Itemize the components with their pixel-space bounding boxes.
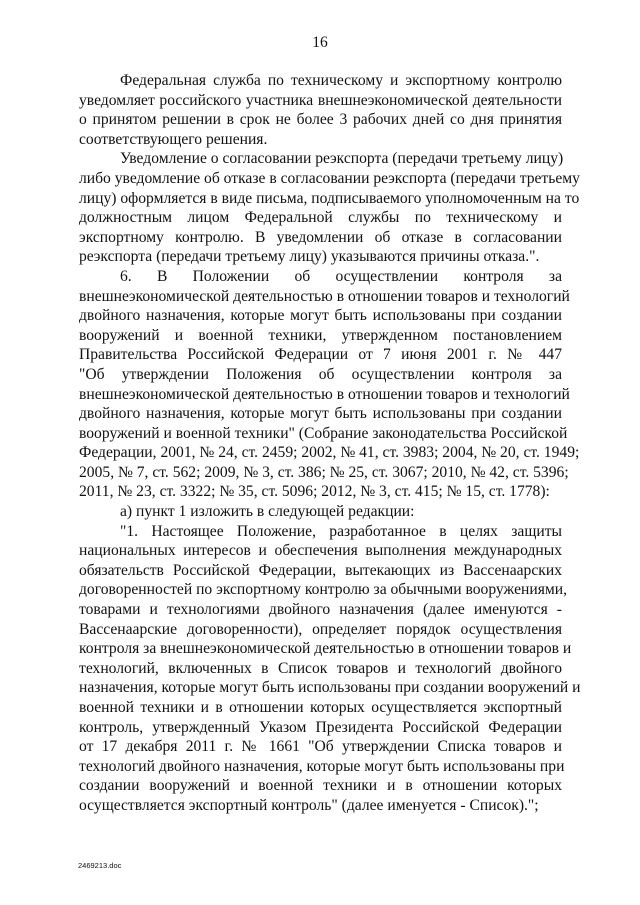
text-line: вооружений и военной техники" (Собрание законодательства Российской <box>79 424 568 442</box>
text-line: Федерации, 2001, № 24, ст. 2459; 2002, № 41, ст. 3983; 2004, № 20, ст. 1949; <box>79 444 580 462</box>
text-line: внешнеэкономической деятельностью в отношении товаров и технологий <box>79 287 570 305</box>
para-fstec-notification <box>79 71 562 149</box>
text-line: обязательств Российской Федерации, вытекающих из Вассенаарских <box>79 561 562 579</box>
text-line: либо уведомление об отказе в согласовании реэкспорта (передачи третьему <box>79 169 580 187</box>
para-item-6 <box>79 267 580 502</box>
para-subitem-a <box>79 502 562 522</box>
para-point-1-text <box>79 522 581 816</box>
document-body <box>79 71 581 816</box>
text-line: от 17 декабря 2011 г. № 1661 "Об утверждении Списка товаров и <box>79 738 562 756</box>
text-line: внешнеэкономической деятельностью в отношении товаров и технологий <box>79 385 570 403</box>
text-line: 6. В Положении об осуществлении контроля за <box>120 267 562 285</box>
text-line: двойного назначения, которые могут быть использованы при создании <box>79 307 562 325</box>
text-line: Федеральная служба по техническому и экспортному контролю <box>120 72 562 89</box>
para-reexport-notice <box>79 149 580 267</box>
text-line: лицу) оформляется в виде письма, подписываемого уполномоченным на то <box>79 189 580 207</box>
text-line: 2005, № 7, ст. 562; 2009, № 3, ст. 386; № 25, ст. 3067; 2010, № 42, ст. 5396; <box>79 463 569 481</box>
text-line: экспортному контролю. В уведомлении об отказе в согласовании <box>79 228 562 246</box>
text-line: о принятом решении в срок не более 3 рабочих дней со дня принятия <box>79 111 562 129</box>
text-line: Правительства Российской Федерации от 7 июня 2001 г. № 447 <box>79 346 562 364</box>
text-line: назначения, которые могут быть использованы при создании вооружений и <box>79 679 581 697</box>
text-line: Вассенаарские договоренности), определяет порядок осуществления <box>79 620 562 638</box>
text-line: Уведомление о согласовании реэкспорта (передачи третьему лицу) <box>120 150 564 168</box>
text-line: "1. Настоящее Положение, разработанное в целях защиты <box>120 522 562 540</box>
text-line: технологий двойного назначения, которые могут быть использованы при <box>79 757 565 775</box>
text-line: "Об утверждении Положения об осуществлении контроля за <box>79 365 562 383</box>
page-number: 16 <box>312 34 328 51</box>
text-line: а) пункт 1 изложить в следующей редакции: <box>120 503 415 521</box>
text-line: двойного назначения, которые могут быть использованы при создании <box>79 405 562 423</box>
text-line: военной техники и в отношении которых осуществляется экспортный <box>79 699 562 716</box>
text-line: должностным лицом Федеральной службы по техническому и <box>79 209 562 227</box>
text-line: контроль, утвержденный Указом Президента Российской Федерации <box>79 718 562 736</box>
text-line: договоренностей по экспортному контролю за обычными вооружениями, <box>79 581 567 599</box>
text-line: уведомляет российского участника внешнеэкономической деятельности <box>79 91 562 109</box>
text-line: реэкспорта (передачи третьему лицу) указываются причины отказа.". <box>79 248 540 266</box>
file-name-footer: 2469213.doc <box>78 861 122 870</box>
text-line: создании вооружений и военной техники и в отношении которых <box>79 777 562 795</box>
text-line: товарами и технологиями двойного назначения (далее именуются - <box>79 601 562 619</box>
text-line: осуществляется экспортный контроль" (далее именуется - Список)."; <box>79 796 539 814</box>
text-line: национальных интересов и обеспечения выполнения международных <box>79 542 562 560</box>
text-line: вооружений и военной техники, утвержденном постановлением <box>79 326 562 344</box>
text-line: контроля за внешнеэкономической деятельностью в отношении товаров и <box>79 640 572 658</box>
text-line: соответствующего решения. <box>79 130 268 148</box>
text-line: технологий, включенных в Список товаров и технологий двойного <box>79 659 562 677</box>
text-line: 2011, № 23, ст. 3322; № 35, ст. 5096; 2012, № 3, ст. 415; № 15, ст. 1778): <box>79 483 550 501</box>
